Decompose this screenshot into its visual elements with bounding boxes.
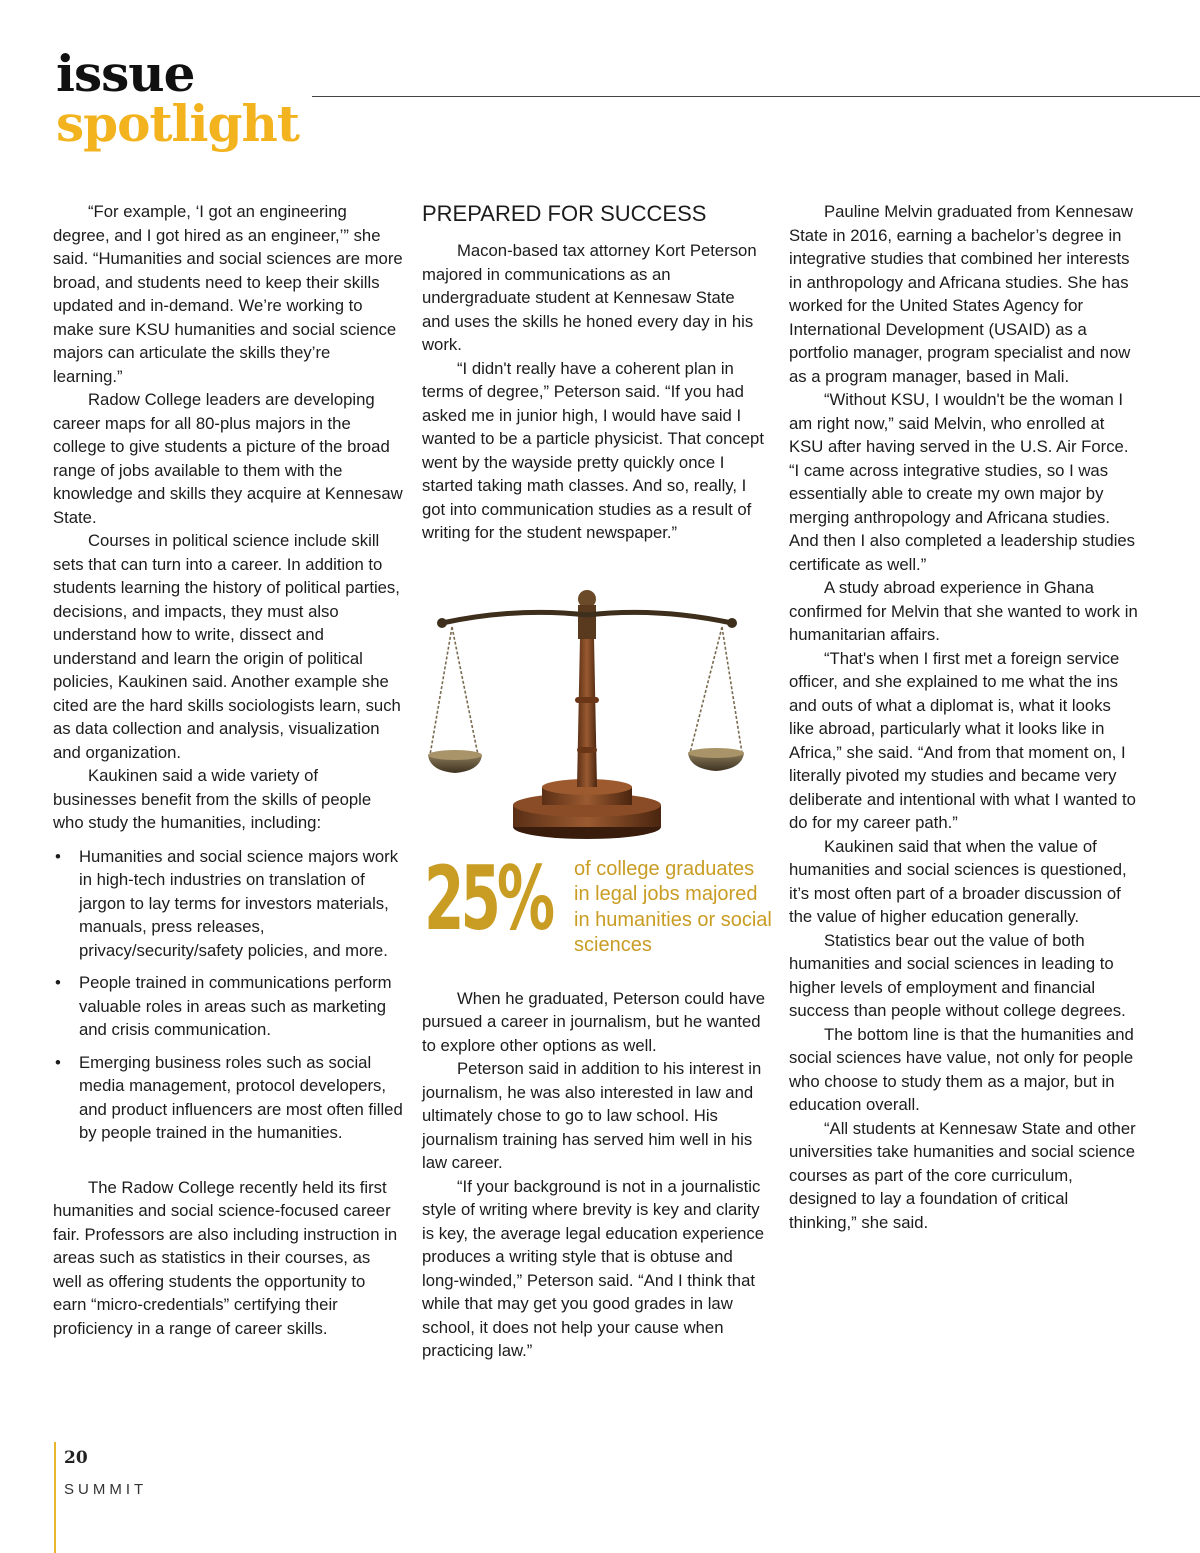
paragraph: Macon-based tax attorney Kort Peterson majored in communications as an undergraduate student at Kennesaw State and uses the skills he honed every day in his work. bbox=[422, 241, 757, 354]
paragraph: “Without KSU, I wouldn't be the woman I am right now,” said Melvin, who enrolled at KSU after having served in the U.S. Air Force. “I came across integrative studies, so I was essentially able to create my own major by merging anthropology and Africana studies. And then I also completed a leadership studies certificate as well.” bbox=[789, 390, 1136, 574]
header-spotlight: spotlight bbox=[56, 94, 299, 153]
magazine-name: SUMMIT bbox=[64, 1481, 148, 1498]
paragraph: “If your background is not in a journalistic style of writing where brevity is key and clarity is key, the average legal education experience produces a writing style that is obtuse and long-winded,” Peterson said. “And I think that while that may get you good grades in law school, it does not help your cause when practicing law.” bbox=[422, 1176, 765, 1360]
column-left bbox=[53, 200, 403, 1340]
column-middle bbox=[422, 200, 772, 1363]
paragraph: Pauline Melvin graduated from Kennesaw State in 2016, earning a bachelor’s degree in integrative studies that combined her interests in anthropology and Africana studies. She has worked for the United States Agency for International Development (USAID) as a portfolio manager, program specialist and now as a program manager, based in Mali. bbox=[789, 202, 1133, 386]
paragraph: Statistics bear out the value of both humanities and social sciences in leading to higher levels of employment and financial success than people without college degrees. bbox=[789, 930, 1126, 1020]
paragraph: “I didn't really have a coherent plan in terms of degree,” Peterson said. “If you had asked me in junior high, I would have said I wanted to be a particle physicist. That concept went by the wayside pretty quickly once I started taking math classes. And so, really, I got into communication studies as a result of writing for the student newspaper.” bbox=[422, 358, 764, 542]
paragraph: Peterson said in addition to his interest in journalism, he was also interested in law and ultimately chose to go to law school. His journalism training has served him well in his law career. bbox=[422, 1059, 762, 1172]
bullet-item: • Humanities and social science majors work in high-tech industries on translation of jargon to lay terms for investors materials, manuals, press releases, privacy/security/safety policies, and more. bbox=[53, 845, 403, 963]
paragraph: When he graduated, Peterson could have pursued a career in journalism, but he wanted to explore other options as well. bbox=[422, 988, 766, 1055]
bullet-list bbox=[53, 845, 403, 1145]
column-right bbox=[789, 200, 1139, 1234]
paragraph: Kaukinen said a wide variety of businesses benefit from the skills of people who study the humanities, including: bbox=[53, 766, 372, 832]
bullet-item: • Emerging business roles such as social media management, protocol developers, and product influencers are most often filled by people trained in the humanities. bbox=[53, 1051, 403, 1145]
paragraph: “That's when I first met a foreign service officer, and she explained to me what the ins and outs of what a diplomat is, what it looks like abroad, particularly what it looks like in Africa,” she said. “And from that moment on, I literally pivoted my studies and became very deliberate and intentional with what I wanted to do for my career path.” bbox=[789, 648, 1136, 832]
paragraph: “All students at Kennesaw State and other universities take humanities and social science courses as part of the core curriculum, designed to lay a foundation of critical thinking,” she said. bbox=[789, 1118, 1136, 1232]
statistic-callout bbox=[422, 846, 772, 987]
section-heading: PREPARED FOR SUCCESS bbox=[422, 201, 707, 226]
statistic-caption: of college graduates in legal jobs majored in humanities or social sciences bbox=[574, 857, 772, 956]
bullet-item: • People trained in communications perform valuable roles in areas such as marketing and crisis communication. bbox=[53, 971, 403, 1042]
header-issue: issue bbox=[56, 44, 195, 103]
page-number: 20 bbox=[64, 1448, 88, 1468]
statistic-number: 25% bbox=[424, 846, 552, 950]
paragraph: Courses in political science include skill sets that can turn into a career. In addition to students learning the history of political parties, decisions, and impacts, they must also understand how to write, dissect and understand and learn the origin of political policies, Kaukinen said. Another example she cited are the hard skills sociologists learn, such as data collection and analysis, visualization and organization. bbox=[53, 531, 401, 762]
paragraph: Kaukinen said that when the value of humanities and social sciences is questioned, it’s most often part of a broader discussion of the value of higher education generally. bbox=[789, 836, 1127, 926]
footer-accent-bar bbox=[54, 1442, 56, 1553]
paragraph: Radow College leaders are developing career maps for all 80-plus majors in the college to give students a picture of the broad range of jobs available to them with the knowledge and skills they acquire at Kennesaw State. bbox=[53, 390, 403, 527]
scales-of-justice-image bbox=[422, 577, 767, 847]
paragraph: A study abroad experience in Ghana confirmed for Melvin that she wanted to work in humanitarian affairs. bbox=[789, 578, 1138, 644]
header-rule bbox=[312, 96, 1200, 97]
paragraph: “For example, ‘I got an engineering degree, and I got hired as an engineer,’” she said. “Humanities and social sciences are more broad, and students need to keep their skills updated and in-demand. We’re working to make sure KSU humanities and social science majors can articulate the skills they’re learning.” bbox=[53, 202, 403, 386]
paragraph: The bottom line is that the humanities and social sciences have value, not only for people who choose to study them as a major, but in education overall. bbox=[789, 1024, 1134, 1114]
paragraph: The Radow College recently held its first humanities and social science-focused career fair. Professors are also including instruction in areas such as statistics in their courses, as well as offering students the opportunity to earn “micro-credentials” certifying their proficiency in a range of career skills. bbox=[53, 1177, 398, 1338]
